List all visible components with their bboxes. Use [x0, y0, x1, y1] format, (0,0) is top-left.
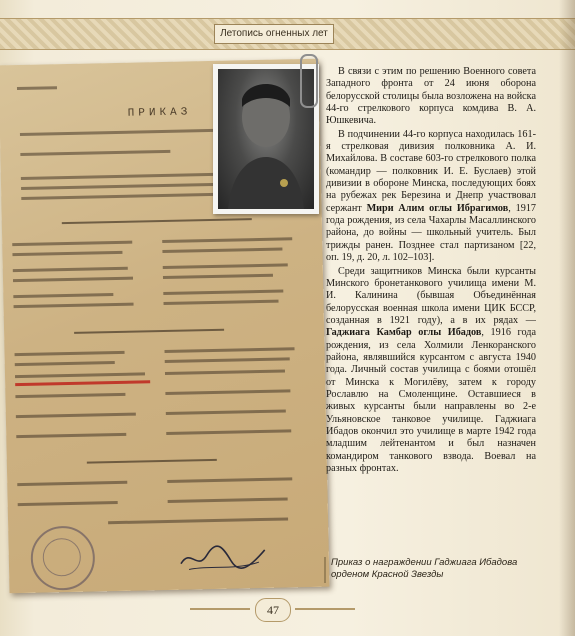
paperclip-icon — [300, 54, 318, 108]
doc-section-heading — [62, 218, 252, 224]
doc-text-line — [12, 251, 122, 256]
doc-text-line — [168, 497, 288, 503]
doc-text-line — [17, 481, 127, 486]
seal-stamp — [30, 526, 95, 591]
footer-ornament-right — [295, 608, 355, 610]
doc-text-line — [15, 393, 125, 398]
highlight-underline — [15, 380, 150, 386]
doc-text-line — [165, 357, 290, 363]
doc-text-line — [162, 237, 292, 243]
doc-section-heading — [87, 459, 217, 464]
footer-ornament-left — [190, 608, 250, 610]
doc-text-line — [166, 409, 286, 415]
doc-text-line — [163, 289, 283, 295]
doc-text-line — [17, 86, 57, 90]
book-spine-shadow — [559, 0, 575, 636]
doc-text-line — [21, 193, 221, 200]
doc-text-line — [12, 241, 132, 247]
doc-text-line — [163, 274, 273, 279]
doc-text-line — [166, 429, 291, 435]
doc-text-line — [15, 361, 115, 366]
doc-text-line — [13, 293, 113, 298]
paragraph-2: В подчинении 44-го корпуса находилась 161-я стрелковая дивизия полковника А. И. Михайлова. В составе 603-го стрелкового полка (командир — полковник И. Е. Буслаев) этой дивизии в обороне Минска, последующих боях на рубежах рек Березина и Днепр участвовал сержант Мири Алим оглы Ибрагимов, 1917 года рождения, из села Чахарлы Масаллинского района, до войны — школьный учитель. Был трижды ранен. Позднее стал партизаном [22, оп. 19, д. 20, л. 102–103]. — [326, 128, 536, 264]
page-number: 47 — [255, 598, 291, 622]
seal-stamp-inner — [42, 538, 81, 577]
doc-section-heading — [74, 329, 224, 334]
doc-text-line — [16, 433, 126, 438]
image-caption: Приказ о награждении Гаджиага Ибадова орденом Красной Звезды — [331, 557, 518, 580]
article-text — [326, 66, 536, 556]
doc-text-line — [162, 248, 282, 254]
doc-text-line — [13, 267, 128, 272]
caption-bar — [324, 557, 326, 583]
document-title: ПРИКАЗ — [127, 106, 192, 120]
doc-text-line — [15, 351, 125, 356]
doc-text-line — [18, 501, 118, 506]
handwritten-signature — [179, 542, 270, 574]
highlighted-name: Гаджиага Камбар оглы Ибадов — [326, 327, 482, 339]
doc-text-line — [14, 303, 134, 309]
doc-text-line — [15, 372, 145, 378]
doc-text-line — [163, 300, 278, 305]
doc-text-line — [165, 369, 285, 375]
doc-text-line — [13, 277, 133, 283]
doc-text-line — [165, 347, 295, 353]
section-title: Летопись огненных лет — [214, 24, 334, 44]
doc-text-line — [165, 389, 290, 395]
doc-text-line — [20, 150, 170, 156]
paragraph-3: Среди защитников Минска были курсанты Минского бронетанкового училища имени М. И. Калинина (бывшая Объединённая белорусская военная школа имени ЦИК БССР, созданная в 1921 году), а в их рядах — Гаджиага Камбар оглы Ибадов, 1916 года рождения, из села Холмили Ленкоранского района, являвшийся курсантом с августа 1940 года. Личный состав училища с боями отошёл от Минска к Могилёву, затем к городу Рославлю на Смоленщине. Оставшиеся в живых курсанты были направлены во 2-е Ульяновское танковое училище. Гаджиага Ибадов окончил это училище в марте 1942 года младшим лейтенантом и был назначен командиром танкового взвода. Воевал на разных фронтах. — [326, 265, 536, 474]
paragraph-1: В связи с этим по решению Военного совета Западного фронта от 24 июня оборона белорусской столицы была возложена на войска 44-го стрелкового корпуса комдива В. А. Юшкевича. — [326, 66, 536, 127]
doc-text-line — [163, 263, 288, 269]
doc-text-line — [167, 477, 292, 483]
doc-text-line — [108, 517, 288, 524]
highlighted-name: Мири Алим оглы Ибрагимов — [366, 202, 509, 214]
doc-text-line — [16, 413, 136, 419]
